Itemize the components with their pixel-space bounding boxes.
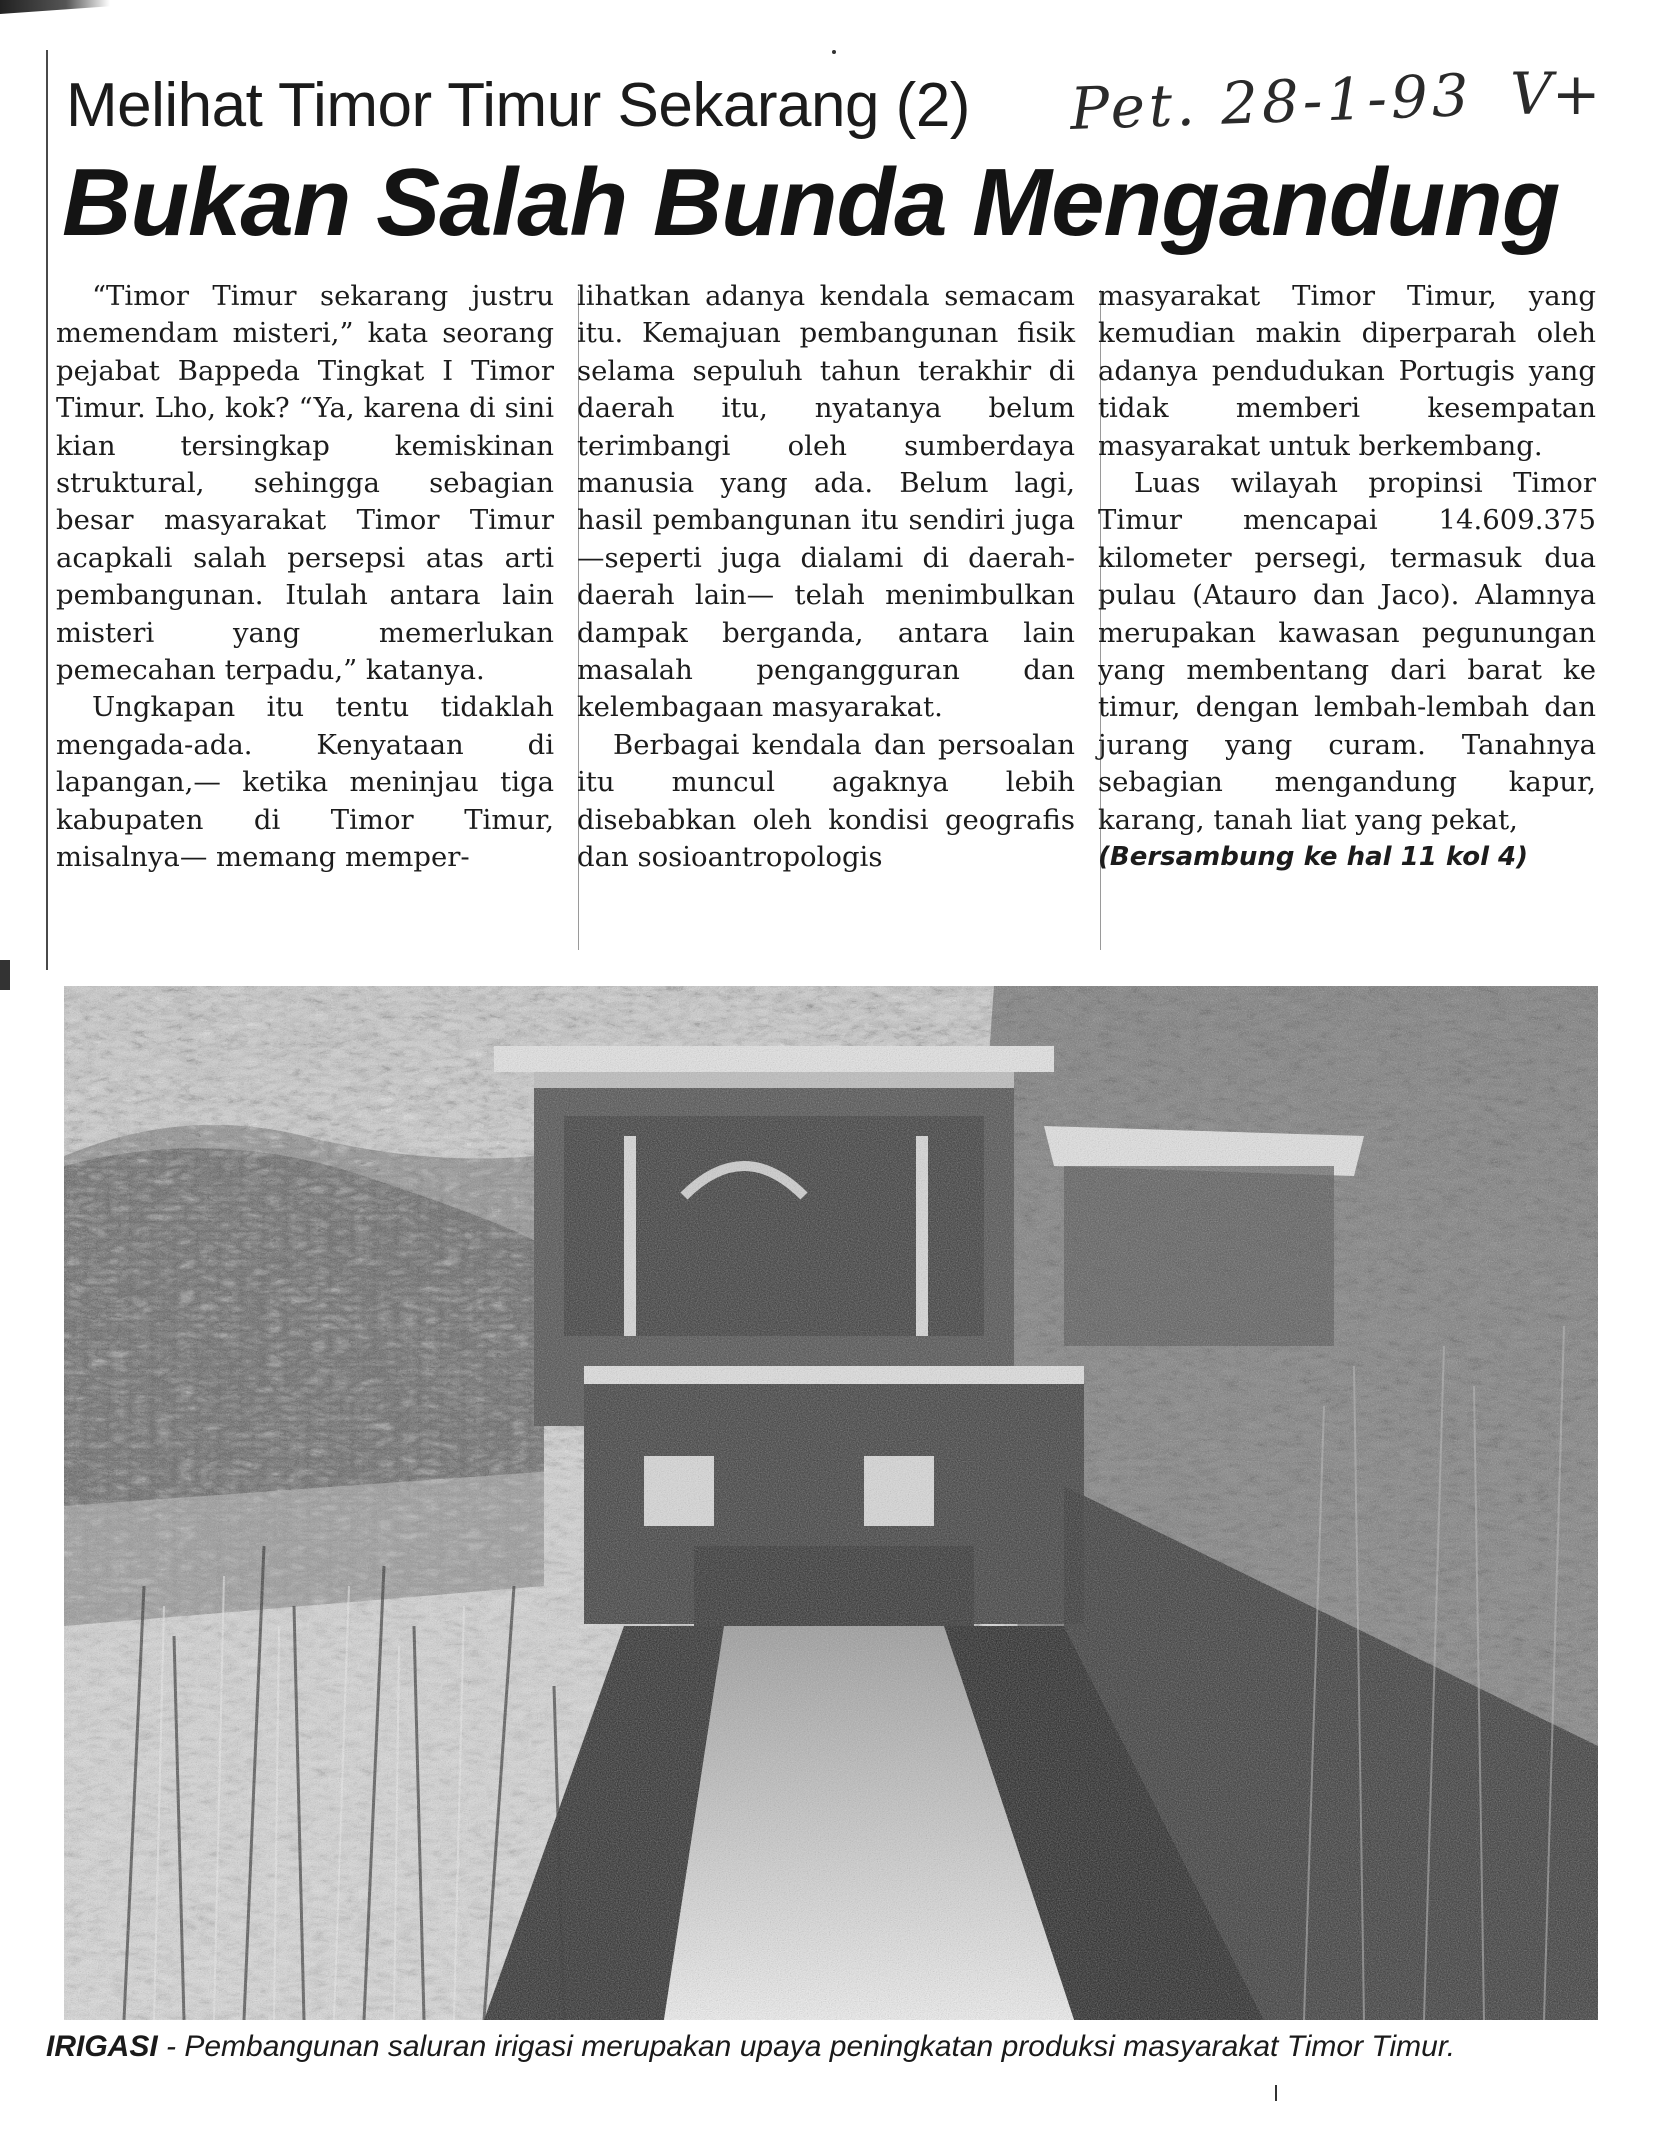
scan-border-line [46, 50, 48, 970]
irrigation-photo [64, 986, 1598, 2020]
article-headline: Bukan Salah Bunda Mengandung [62, 149, 1560, 256]
photo-caption [46, 2030, 1455, 2064]
handwritten-check-mark: V+ [1510, 60, 1601, 128]
paragraph: Ungkapan itu tentu tidaklah mengada-ada. Kenyataan di lapangan,— ketika meninjau tiga kabupaten di Timor Timur, misalnya— memang memper- [56, 691, 554, 874]
irrigation-photo-image [64, 986, 1598, 2020]
paragraph: lihatkan adanya kendala semacam itu. Kemajuan pembangunan fisik selama sepuluh tahun terakhir di daerah itu, nyatanya belum terimbangi oleh sumberdaya manusia yang ada. Belum lagi, hasil pembangunan itu sendiri juga—seperti juga dialami di daerah-daerah lain— telah menimbulkan dampak berganda, antara lain masalah pengangguran dan kelembagaan masyarakat. [577, 280, 1075, 724]
continuation-note: (Bersambung ke hal 11 kol 4) [1098, 842, 1529, 873]
article-body [56, 278, 1596, 968]
paragraph: masyarakat Timor Timur, yang kemudian makin diperparah oleh adanya pendudukan Portugis yang tidak memberi kesempatan masyarakat untuk berkembang. [1098, 280, 1596, 462]
scan-shadow-corner [0, 0, 110, 14]
handwritten-date-note: Pet. 28-1-93 [1068, 60, 1474, 144]
scan-shadow-edge [0, 960, 10, 990]
article-column-2 [577, 278, 1075, 968]
article-kicker: Melihat Timor Timur Sekarang (2) [66, 71, 970, 140]
article-column-3 [1098, 278, 1596, 968]
caption-text: Pembangunan saluran irigasi merupakan upaya peningkatan produksi masyarakat Timor Timur. [184, 2030, 1456, 2063]
paragraph: Berbagai kendala dan persoalan itu muncul agaknya lebih disebabkan oleh kondisi geografis dan sosioantropologis [577, 728, 1075, 874]
paragraph: “Timor Timur sekarang justru memendam misteri,” kata seorang pejabat Bappeda Tingkat I Timor Timur. Lho, kok? “Ya, karena di sini kian tersingkap kemiskinan struktural, sehingga sebagian besar masyarakat Timor Timur acapkali salah persepsi atas arti pembangunan. Itulah antara lain misteri yang memerlukan pemecahan terpadu,” katanya. [56, 280, 554, 687]
caption-label: IRIGASI [46, 2030, 158, 2063]
caption-separator: - [157, 2030, 185, 2063]
paragraph: Luas wilayah propinsi Timor Timur mencapai 14.609.375 kilometer persegi, termasuk dua pulau (Atauro dan Jaco). Alamnya merupakan kawasan pegunungan yang membentang dari barat ke timur, dengan lembah-lembah dan jurang yang curam. Tanahnya sebagian mengandung kapur, karang, tanah liat yang pekat, [1098, 467, 1596, 836]
scan-speck [832, 50, 836, 54]
scan-speck [1275, 2085, 1277, 2101]
article-column-1 [56, 278, 554, 968]
